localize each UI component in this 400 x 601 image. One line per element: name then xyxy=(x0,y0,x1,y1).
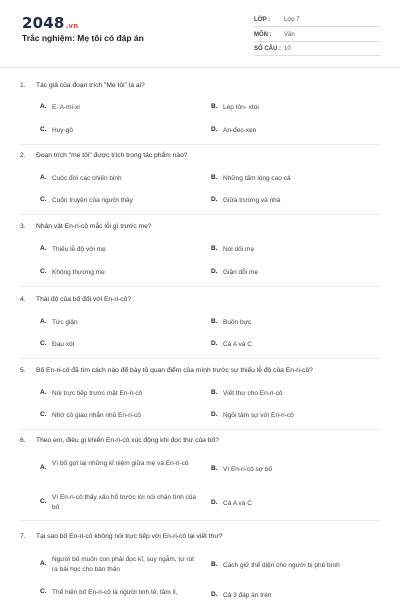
option-text: Cả A và C xyxy=(223,500,252,507)
option-text: An-đec-xen xyxy=(223,127,257,134)
option-letter: C. xyxy=(40,498,47,505)
question-divider xyxy=(20,429,380,430)
option-letter: B. xyxy=(211,389,218,396)
question-text xyxy=(20,82,145,89)
meta-class-value: Lớp 7 xyxy=(284,17,300,23)
option-text: Lép tôn- xtoi xyxy=(223,104,259,111)
option-letter: D. xyxy=(211,340,218,347)
question-label: Nhân vật En-ri-cô mắc lỗi gì trước mẹ? xyxy=(36,223,152,230)
option-letter: C. xyxy=(40,196,47,203)
meta-count xyxy=(254,45,380,56)
option-text: Thể hiện bố En-ri-cô là người tinh tế, tâm lí, xyxy=(52,589,178,596)
meta-subject-label: MÔN : xyxy=(254,32,272,38)
option-letter: D. xyxy=(211,411,218,418)
logo-suffix: .vn xyxy=(65,22,79,30)
option-text: Những tấm lòng cao cả xyxy=(223,175,291,182)
meta-subject xyxy=(254,31,380,42)
option-text: Thiếu lễ độ với mẹ xyxy=(52,246,106,253)
site-logo[interactable] xyxy=(22,14,78,32)
meta-count-label: SỐ CÂU : xyxy=(254,46,281,52)
question-text xyxy=(20,533,223,540)
question-label: Theo em, điều gì khiến En-ri-cô xúc động khi đọc thư của bố? xyxy=(36,437,219,444)
question-label: Tại sao bố En-ri-cô không nói trực tiếp với En-ri-cô lại viết thư? xyxy=(36,533,223,540)
option-letter: B. xyxy=(211,103,218,110)
option-letter: B. xyxy=(211,174,218,181)
question-divider xyxy=(20,520,380,521)
option-letter: D. xyxy=(211,196,218,203)
question-text xyxy=(20,437,219,444)
option-text: Cả A và C xyxy=(223,341,252,348)
question-divider xyxy=(20,144,380,145)
option-text: Buồn bực xyxy=(223,319,252,326)
option-text: Giận dỗi mẹ xyxy=(223,269,259,276)
page-title: Trắc nghiệm: Mẹ tôi có đáp án xyxy=(22,33,144,43)
question-divider xyxy=(20,358,380,359)
option-letter: C. xyxy=(40,126,47,133)
meta-divider xyxy=(254,26,380,27)
option-letter: A. xyxy=(40,464,47,471)
option-letter: A. xyxy=(40,174,47,181)
question-number: 4. xyxy=(20,296,26,303)
question-text xyxy=(20,367,313,374)
question-label: Bố En-ri-cô đã tìm cách nào để bày tỏ quan điểm của mình trước sự thiếu lễ độ của En-ri-cô? xyxy=(36,367,313,374)
option-text: E. A-mi-xi xyxy=(52,104,80,111)
option-letter: C. xyxy=(40,411,47,418)
header xyxy=(0,0,400,80)
option-text: Tức giận xyxy=(52,319,78,326)
option-text: Vì En-ri-cô sợ bố xyxy=(223,466,273,473)
option-letter: A. xyxy=(40,245,47,252)
logo-text: 2048 xyxy=(22,14,65,32)
meta-class xyxy=(254,16,380,27)
option-letter: A. xyxy=(40,560,47,567)
question-number: 2. xyxy=(20,152,26,159)
question-label: Đoạn trích "mẹ tôi" được trích trong tác phẩm nào? xyxy=(36,152,188,159)
option-letter: C. xyxy=(40,588,47,595)
question-text xyxy=(20,223,152,230)
option-letter: D. xyxy=(211,126,218,133)
option-letter: C. xyxy=(40,340,47,347)
question-text xyxy=(20,296,131,303)
option-letter: B. xyxy=(211,318,218,325)
option-text: Cuộc đời các chiến binh xyxy=(52,175,122,182)
option-text: Huy-gô xyxy=(52,127,73,134)
question-number: 1. xyxy=(20,82,26,89)
option-text: Nhờ cô giáo nhắn nhủ En-ri-cô xyxy=(52,412,141,419)
option-text: Viết thư cho En-ri-cô xyxy=(223,390,283,397)
question-number: 7. xyxy=(20,533,26,540)
option-text: Cuốn truyện của người thầy xyxy=(52,197,133,204)
option-text: Vì En-ri-cô thấy xấu hổ trước lời nói chân tình của bố xyxy=(52,494,197,511)
meta-class-label: LỚP : xyxy=(254,17,271,23)
meta-subject-value: Văn xyxy=(284,32,295,38)
option-letter: A. xyxy=(40,318,47,325)
option-text: Không thương mẹ xyxy=(52,269,105,276)
option-letter: A. xyxy=(40,389,47,396)
option-letter: C. xyxy=(40,268,47,275)
option-text: Người bố muốn con phải đọc kĩ, suy ngẫm, tự rút ra bài học cho bản thân xyxy=(52,556,194,573)
meta-divider xyxy=(254,41,380,42)
option-letter: B. xyxy=(211,561,218,568)
question-number: 5. xyxy=(20,367,26,374)
option-letter: B. xyxy=(211,245,218,252)
option-text: Đau xót xyxy=(52,341,75,348)
question-text xyxy=(20,152,188,159)
option-text: Cả 3 đáp án trên xyxy=(223,592,272,599)
option-letter: A. xyxy=(40,103,47,110)
meta-divider xyxy=(254,55,380,56)
option-text: Vì bố gợi lại những kỉ niệm giữa mẹ và En-ri-cô xyxy=(52,460,189,467)
option-text: Cách giữ thể diện cho người bị phê bình xyxy=(223,562,340,569)
option-text: Ngồi tâm sự với En-ri-cô xyxy=(223,412,294,419)
question-number: 3. xyxy=(20,223,26,230)
option-letter: B. xyxy=(211,465,218,472)
option-letter: D. xyxy=(211,591,218,598)
header-divider xyxy=(0,67,400,68)
option-text: Giữa trường và nhà xyxy=(223,197,281,204)
question-divider xyxy=(20,214,380,215)
option-text: Nói dối mẹ xyxy=(223,246,255,253)
question-divider xyxy=(20,286,380,287)
meta-count-value: 10 xyxy=(284,46,291,52)
question-label: Tác giả của đoạn trích "Mẹ tôi" là ai? xyxy=(36,82,145,89)
question-number: 6. xyxy=(20,437,26,444)
option-letter: D. xyxy=(211,268,218,275)
question-label: Thái độ của bố đối với En-ri-cô? xyxy=(36,296,132,303)
option-letter: D. xyxy=(211,499,218,506)
option-text: Nói trực tiếp trước mặt En-ri-cô xyxy=(52,390,143,397)
